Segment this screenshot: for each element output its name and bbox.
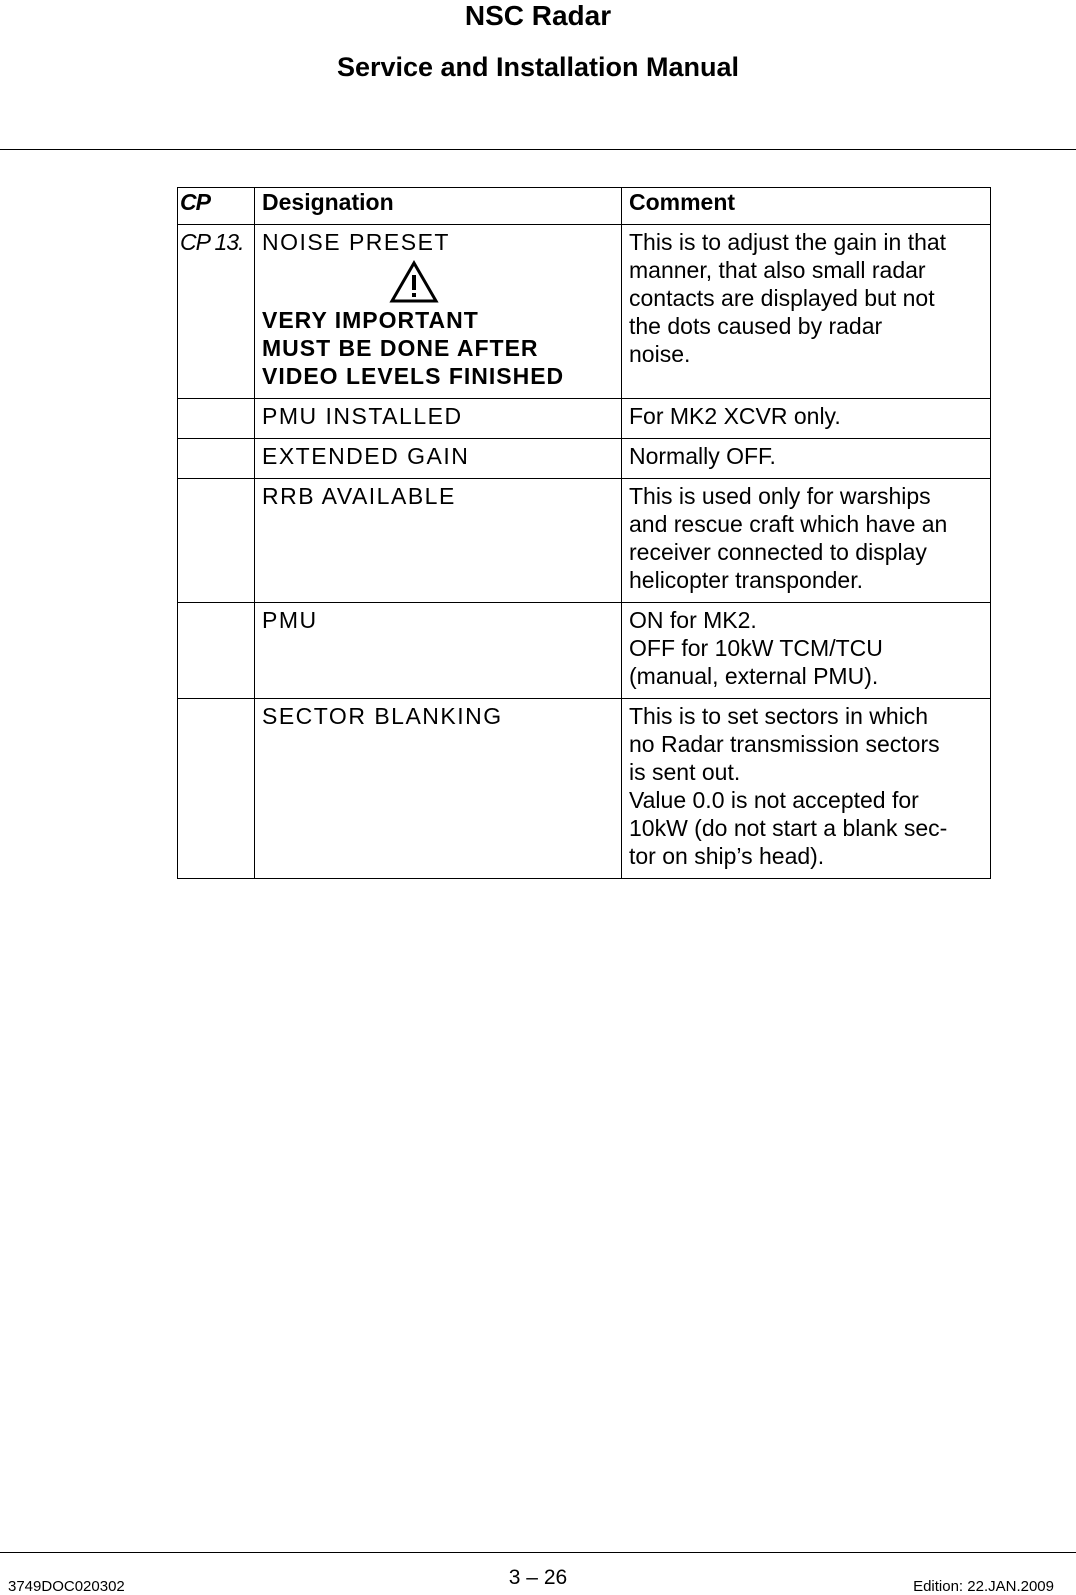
cp-number — [178, 603, 255, 699]
comment-line: is sent out. — [629, 759, 741, 785]
header-divider — [0, 149, 1076, 150]
comment-line: manner, that also small radar — [629, 257, 926, 283]
cp-number — [178, 479, 255, 603]
header-comment: Comment — [622, 188, 991, 225]
comment-line: 10kW (do not start a blank sec- — [629, 815, 948, 841]
comment-line: Normally OFF. — [629, 443, 776, 469]
warning-line: VERY IMPORTANT — [262, 307, 479, 333]
comment-line: receiver connected to display — [629, 539, 927, 565]
cp-number — [178, 399, 255, 439]
comment-cell — [622, 603, 991, 699]
designation-text: SECTOR BLANKING — [255, 699, 622, 879]
comment-cell — [622, 399, 991, 439]
warning-symbol — [262, 260, 565, 304]
designation-text: RRB AVAILABLE — [255, 479, 622, 603]
comment-line: the dots caused by radar — [629, 313, 883, 339]
comment-line: ON for MK2. — [629, 607, 757, 633]
table-header-row — [178, 188, 991, 225]
comment-line: noise. — [629, 341, 691, 367]
table-row — [178, 399, 991, 439]
designation-text: PMU — [255, 603, 622, 699]
footer-divider — [0, 1552, 1076, 1553]
document-title: NSC Radar — [464, 0, 612, 31]
comment-line: (manual, external PMU). — [629, 663, 879, 689]
document-subtitle: Service and Installation Manual — [336, 52, 740, 82]
designation-text: PMU INSTALLED — [255, 399, 622, 439]
cp-number — [178, 439, 255, 479]
designation-text: NOISE PRESET — [262, 229, 450, 255]
designation-text: EXTENDED GAIN — [255, 439, 622, 479]
warning-text — [262, 306, 615, 390]
header-cp: CP — [178, 188, 255, 225]
comment-line: OFF for 10kW TCM/TCU — [629, 635, 883, 661]
table-row — [178, 225, 991, 399]
comment-line: This is used only for warships — [629, 483, 931, 509]
page-number: 3 – 26 — [508, 1566, 568, 1589]
comment-line: contacts are displayed but not — [629, 285, 935, 311]
comment-cell — [622, 225, 991, 399]
warning-triangle-icon — [389, 260, 439, 304]
table-row — [178, 479, 991, 603]
comment-cell — [622, 479, 991, 603]
cp-number: CP 13. — [178, 225, 255, 399]
designation-cell — [255, 225, 622, 399]
comment-line: helicopter transponder. — [629, 567, 863, 593]
header-designation: Designation — [255, 188, 622, 225]
cp-number — [178, 699, 255, 879]
table-row — [178, 699, 991, 879]
configuration-parameters-table — [177, 187, 991, 879]
document-number: 3749DOC020302 — [8, 1578, 125, 1595]
warning-line: MUST BE DONE AFTER — [262, 335, 539, 361]
comment-line: no Radar transmission sectors — [629, 731, 940, 757]
warning-line: VIDEO LEVELS FINISHED — [262, 363, 565, 389]
comment-cell — [622, 439, 991, 479]
comment-line: and rescue craft which have an — [629, 511, 948, 537]
table-row — [178, 603, 991, 699]
edition-date: Edition: 22.JAN.2009 — [913, 1578, 1054, 1595]
comment-line: This is to set sectors in which — [629, 703, 929, 729]
comment-cell — [622, 699, 991, 879]
table-row — [178, 439, 991, 479]
comment-line: tor on ship’s head). — [629, 843, 825, 869]
comment-line: For MK2 XCVR only. — [629, 403, 841, 429]
comment-line: Value 0.0 is not accepted for — [629, 787, 919, 813]
comment-line: This is to adjust the gain in that — [629, 229, 947, 255]
